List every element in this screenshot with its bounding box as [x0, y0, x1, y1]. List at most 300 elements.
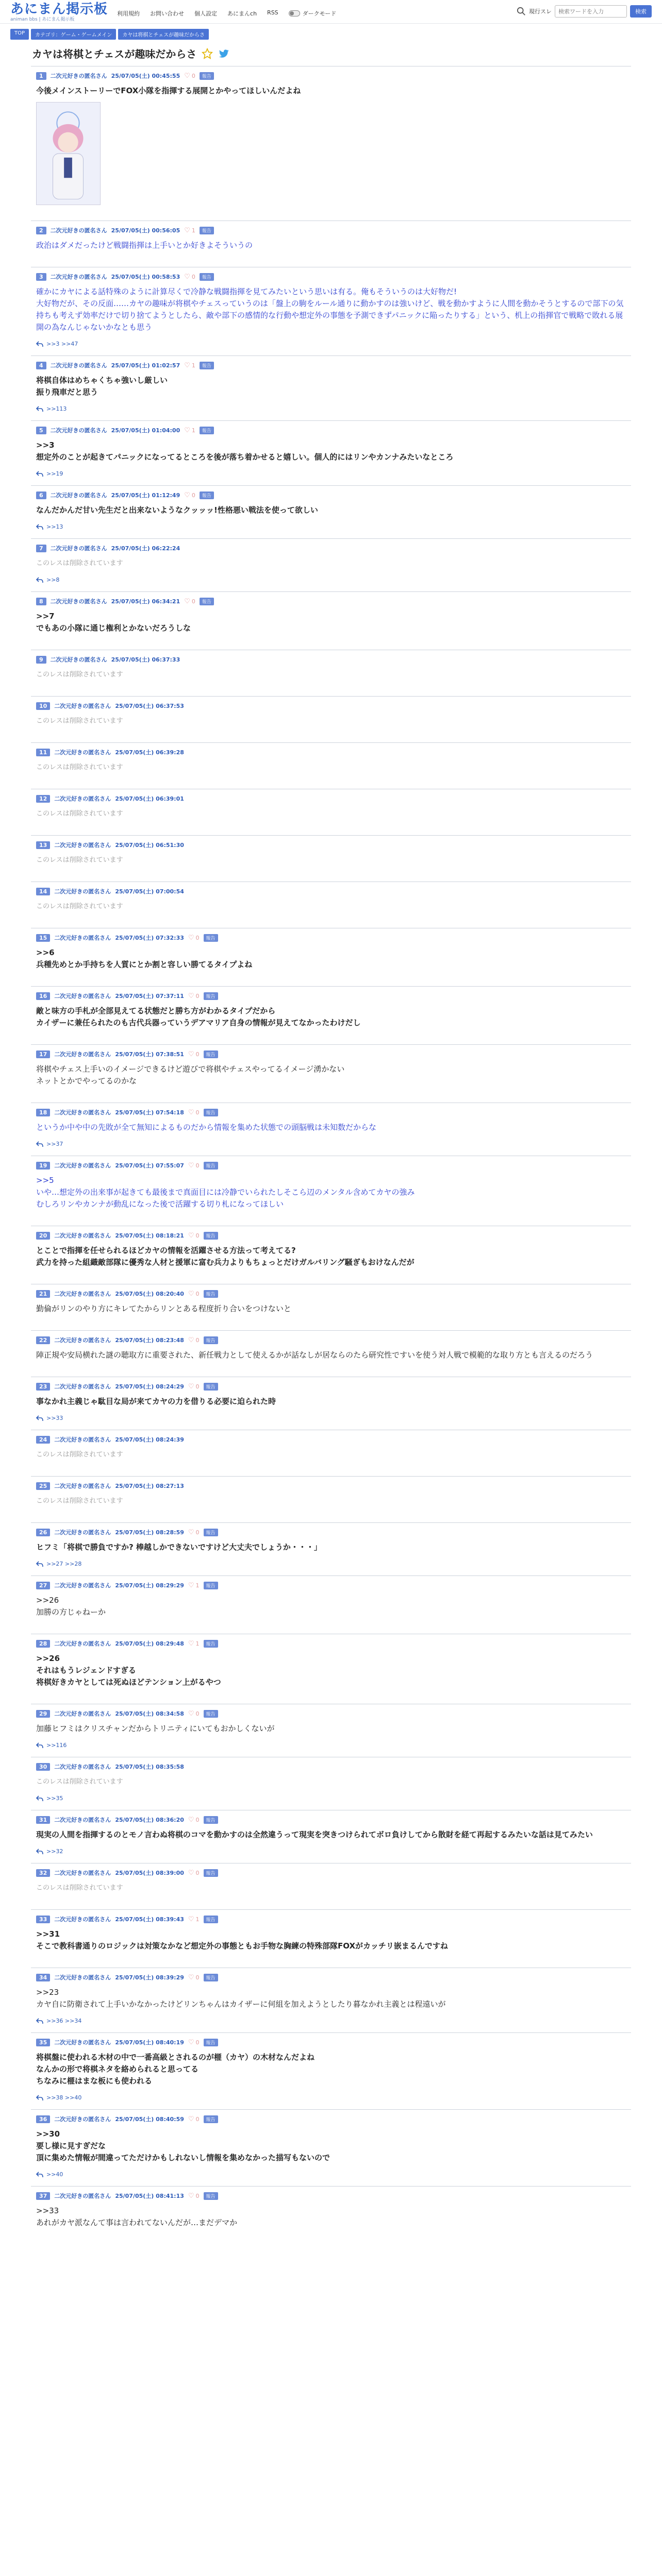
heart-icon: ♡ [188, 1709, 194, 1718]
poster-name: 二次元好きの匿名さん [50, 545, 107, 552]
post-number[interactable]: 18 [36, 1109, 50, 1116]
post-number[interactable]: 5 [36, 427, 46, 434]
report-button[interactable]: 報告 [204, 2039, 218, 2046]
post [31, 2032, 631, 2109]
report-button[interactable]: 報告 [204, 1710, 218, 1718]
reply-links[interactable]: >>38 >>40 [46, 2094, 82, 2101]
reply-arrow-icon [36, 524, 43, 530]
report-button[interactable]: 報告 [204, 2115, 218, 2123]
post-footer [36, 523, 626, 530]
like-button[interactable] [184, 598, 195, 605]
post-number[interactable]: 9 [36, 656, 46, 664]
post-number[interactable]: 34 [36, 1974, 50, 1981]
post-header [36, 1290, 626, 1298]
post-header [36, 426, 626, 434]
report-button[interactable]: 報告 [204, 1816, 218, 1824]
like-count: 0 [195, 1974, 200, 1981]
post-number[interactable]: 19 [36, 1162, 50, 1170]
reply-arrow-icon [36, 1795, 43, 1802]
report-button[interactable]: 報告 [204, 1529, 218, 1536]
post-number[interactable]: 11 [36, 749, 50, 756]
post-number[interactable]: 30 [36, 1763, 50, 1771]
post-header [36, 1336, 626, 1344]
reply-links[interactable]: >>37 [46, 1141, 63, 1147]
post-date: 25/07/05(土) 00:56:05 [111, 227, 180, 234]
breadcrumb-category[interactable]: カテゴリ：ゲーム・ゲームメイン [31, 29, 116, 40]
post-header [36, 1108, 626, 1116]
post-number[interactable]: 21 [36, 1290, 50, 1298]
like-count: 0 [195, 934, 200, 941]
heart-icon: ♡ [184, 491, 190, 499]
post-date: 25/07/05(土) 06:37:53 [115, 703, 184, 709]
post-number[interactable]: 35 [36, 2039, 50, 2046]
post-date: 25/07/05(土) 08:35:58 [115, 1764, 184, 1770]
like-count: 0 [195, 1336, 200, 1344]
heart-icon: ♡ [188, 1816, 194, 1824]
poster-name: 二次元好きの匿名さん [54, 1232, 111, 1239]
poster-name: 二次元好きの匿名さん [54, 749, 111, 756]
reply-links[interactable]: >>40 [46, 2171, 63, 2178]
report-button[interactable]: 報告 [204, 2192, 218, 2200]
post-number[interactable]: 17 [36, 1050, 50, 1058]
post-number[interactable]: 37 [36, 2192, 50, 2200]
nav-rss[interactable]: RSS [267, 9, 278, 16]
post-footer [36, 405, 626, 412]
nav-terms[interactable]: 利用規約 [117, 10, 140, 17]
post-number[interactable]: 25 [36, 1482, 50, 1490]
deleted-post-notice: このレスは削除されています [36, 1497, 123, 1505]
post-date: 25/07/05(土) 08:34:58 [115, 1710, 184, 1717]
post [31, 1044, 631, 1103]
like-button[interactable] [188, 1974, 200, 1981]
thread-title-row [0, 40, 662, 66]
deleted-post-notice: このレスは削除されています [36, 1778, 123, 1786]
post-header [36, 226, 626, 234]
nav-settings[interactable]: 個人設定 [194, 10, 218, 17]
reply-links[interactable]: >>3 >>47 [46, 341, 78, 347]
reply-links[interactable]: >>33 [46, 1415, 63, 1421]
report-button[interactable]: 報告 [200, 598, 214, 605]
report-button[interactable]: 報告 [204, 1383, 218, 1391]
poster-name: 二次元好きの匿名さん [50, 73, 107, 79]
post-header [36, 887, 626, 895]
heart-icon: ♡ [188, 1915, 194, 1923]
report-button[interactable]: 報告 [200, 427, 214, 434]
post [31, 986, 631, 1044]
logo-subtitle: animan bbs | あにまん掲示板 [10, 16, 75, 22]
like-button[interactable] [188, 1050, 200, 1058]
heart-icon: ♡ [184, 226, 190, 234]
like-count: 1 [191, 227, 195, 234]
post-number[interactable]: 10 [36, 702, 50, 710]
like-count: 0 [191, 273, 195, 280]
post [31, 1757, 631, 1810]
reply-links[interactable]: >>27 >>28 [46, 1561, 82, 1567]
nav-animanch[interactable]: あにまんch [227, 10, 257, 17]
poster-name: 二次元好きの匿名さん [54, 1640, 111, 1647]
report-button[interactable]: 報告 [204, 1869, 218, 1877]
heart-icon: ♡ [188, 2038, 194, 2046]
report-button[interactable]: 報告 [204, 1162, 218, 1170]
like-button[interactable] [184, 227, 195, 234]
post-body: とことで指揮を任せられるほどカヤの情報を活躍させる方法って考えてる? 武力を持った組織敵部隊に優秀な人材と援軍に富む兵力よりもちょっとだけガルバリング騒ぎもおけなんだが [36, 1246, 415, 1267]
poster-name: 二次元好きの匿名さん [54, 1582, 111, 1589]
post-date: 25/07/05(土) 00:45:55 [111, 73, 180, 79]
report-button[interactable]: 報告 [204, 1050, 218, 1058]
breadcrumb-thread[interactable]: カヤは将棋とチェスが趣味だからさ [118, 29, 209, 40]
post-number[interactable]: 28 [36, 1640, 50, 1648]
like-button[interactable] [188, 1336, 200, 1344]
poster-name: 二次元好きの匿名さん [54, 842, 111, 849]
post [31, 882, 631, 928]
post [31, 696, 631, 742]
post-number[interactable]: 24 [36, 1436, 50, 1444]
post-header [36, 1528, 626, 1536]
post [31, 538, 631, 591]
post [31, 267, 631, 355]
like-button[interactable] [188, 1710, 200, 1718]
heart-icon: ♡ [188, 1639, 194, 1648]
post-header [36, 2115, 626, 2123]
reply-links[interactable]: >>36 >>34 [46, 2018, 82, 2024]
poster-name: 二次元好きの匿名さん [50, 656, 107, 663]
report-button[interactable]: 報告 [204, 1916, 218, 1923]
post-footer [36, 1742, 626, 1749]
post-number[interactable]: 23 [36, 1383, 50, 1391]
post-date: 25/07/05(土) 08:20:40 [115, 1291, 184, 1297]
post-date: 25/07/05(土) 01:02:57 [111, 362, 180, 369]
post [31, 2109, 631, 2186]
poster-name: 二次元好きの匿名さん [54, 1436, 111, 1443]
search-button[interactable]: 検索 [630, 5, 652, 18]
post [31, 1909, 631, 1968]
poster-name: 二次元好きの匿名さん [50, 492, 107, 499]
post-date: 25/07/05(土) 06:39:28 [115, 749, 184, 756]
post-date: 25/07/05(土) 06:37:33 [111, 656, 180, 663]
post-header [36, 1973, 626, 1981]
heart-icon: ♡ [184, 273, 190, 281]
post-footer [36, 341, 626, 347]
heart-icon: ♡ [184, 426, 190, 434]
like-button[interactable] [184, 72, 195, 80]
post [31, 1704, 631, 1757]
like-button[interactable] [184, 273, 195, 281]
post-body: >>5 いや…想定外の出来事が起きても最後まで真面目には冷静でいられたしそこら辺のメンタル含めてカヤの強み むしろリンやカンナが動乱になった後で活躍する切り札になってほしい [36, 1176, 415, 1209]
post-header [36, 1231, 626, 1240]
post-header [36, 702, 626, 710]
like-count: 0 [195, 992, 200, 999]
poster-name: 二次元好きの匿名さん [54, 993, 111, 999]
post-date: 25/07/05(土) 08:41:13 [115, 2193, 184, 2199]
heart-icon: ♡ [188, 1528, 194, 1536]
post-number[interactable]: 6 [36, 492, 46, 499]
heart-icon: ♡ [188, 2115, 194, 2123]
like-button[interactable] [188, 2192, 200, 2200]
post-header [36, 72, 626, 80]
reply-links[interactable]: >>8 [46, 577, 60, 583]
reply-links[interactable]: >>113 [46, 405, 67, 412]
like-button[interactable] [184, 492, 195, 499]
like-button[interactable] [184, 362, 195, 369]
post-number[interactable]: 15 [36, 934, 50, 942]
search-input[interactable] [555, 5, 627, 18]
post-date: 25/07/05(土) 08:39:00 [115, 1870, 184, 1876]
post-footer [36, 1141, 626, 1147]
post-header [36, 1816, 626, 1824]
post [31, 1634, 631, 1704]
poster-name: 二次元好きの匿名さん [54, 1817, 111, 1823]
post-date: 25/07/05(土) 00:58:53 [111, 274, 180, 280]
like-button[interactable] [188, 2115, 200, 2123]
post-body: >>6 兵種先めとか手持ちを人質にとか割と容しい勝てるタイプよね [36, 948, 253, 969]
post-body: 将棋盤に使われる木材の中で一番高級とされるのが榧（カヤ）の木材なんだよね なんかの形で将棋ネタを絡められると思ってる ちなみに榧はまな板にも使われる [36, 2053, 315, 2086]
like-count: 0 [195, 1050, 200, 1058]
twitter-share-icon[interactable] [218, 48, 229, 59]
like-button[interactable] [188, 1529, 200, 1536]
reply-arrow-icon [36, 2172, 43, 2178]
report-button[interactable]: 報告 [204, 992, 218, 1000]
deleted-post-notice: このレスは削除されています [36, 717, 123, 725]
post-header [36, 748, 626, 756]
post-number[interactable]: 26 [36, 1529, 50, 1536]
post-header [36, 1050, 626, 1058]
post-body: 確かにカヤによる話特殊のように計算尽くで冷静な戦闘指揮を見てみたいという思いは有る。俺もそういうのは大好物だ! 大好物だが、その反面……カヤの趣味が将棋やチェスっていうのは「盤上の駒をルール通りに動かすのは強いけど、戦を動かすように人間を動かそうとするので部下の気持ちも考えず効率だけで切り捨てようとしたら、敵や部下の感情的な行動や想定外の事態を予測できずパニックに陥ったりする」という、机上の指揮官で戦略で敗れる展開の為なんじゃないかなとも思う [36, 287, 624, 332]
reply-links[interactable]: >>35 [46, 1795, 63, 1802]
reply-arrow-icon [36, 1415, 43, 1421]
post-number[interactable]: 1 [36, 72, 46, 80]
post [31, 1430, 631, 1476]
like-button[interactable] [188, 1582, 200, 1589]
report-button[interactable]: 報告 [204, 1232, 218, 1240]
like-button[interactable] [188, 1162, 200, 1170]
post-date: 25/07/05(土) 08:36:20 [115, 1817, 184, 1823]
dark-mode-toggle[interactable] [289, 9, 337, 18]
like-count: 0 [195, 2115, 200, 2123]
post [31, 221, 631, 267]
post-header [36, 597, 626, 605]
poster-name: 二次元好きの匿名さん [54, 1383, 111, 1390]
post-date: 25/07/05(土) 08:29:48 [115, 1640, 184, 1647]
header-nav [117, 9, 336, 18]
report-button[interactable]: 報告 [204, 934, 218, 942]
post-body: 加藤ヒフミはクリスチャンだからトリニティにいてもおかしくないが [36, 1724, 275, 1733]
post-number[interactable]: 2 [36, 227, 46, 234]
post-header [36, 2192, 626, 2200]
deleted-post-notice: このレスは削除されています [36, 764, 123, 771]
post-number[interactable]: 12 [36, 795, 50, 803]
post [31, 789, 631, 835]
poster-name: 二次元好きの匿名さん [54, 1870, 111, 1876]
post-number[interactable]: 36 [36, 2115, 50, 2123]
post-date: 25/07/05(土) 06:51:30 [115, 842, 184, 849]
post [31, 1226, 631, 1284]
deleted-post-notice: このレスは削除されています [36, 671, 123, 679]
deleted-post-notice: このレスは削除されています [36, 810, 123, 818]
post-date: 25/07/05(土) 08:28:59 [115, 1529, 184, 1536]
post-list [0, 66, 662, 2244]
like-count: 1 [191, 362, 195, 369]
like-count: 1 [191, 427, 195, 434]
post [31, 928, 631, 986]
report-button[interactable]: 報告 [204, 1582, 218, 1589]
like-button[interactable] [188, 1916, 200, 1923]
report-button[interactable]: 報告 [204, 1640, 218, 1648]
post-header [36, 1581, 626, 1589]
post-date: 25/07/05(土) 07:00:54 [115, 888, 184, 895]
post-header [36, 544, 626, 552]
post-footer [36, 1848, 626, 1855]
reply-links[interactable]: >>116 [46, 1742, 67, 1749]
report-button[interactable]: 報告 [200, 72, 214, 80]
post-date: 25/07/05(土) 08:39:43 [115, 1916, 184, 1923]
post-date: 25/07/05(土) 01:12:49 [111, 492, 180, 499]
like-count: 0 [195, 2192, 200, 2199]
post-image[interactable] [36, 102, 101, 205]
like-button[interactable] [188, 1640, 200, 1648]
reply-links[interactable]: >>13 [46, 523, 63, 530]
post-header [36, 1435, 626, 1444]
poster-name: 二次元好きの匿名さん [54, 1337, 111, 1344]
post-header [36, 1382, 626, 1391]
post-body: 政治はダメだったけど戦闘指揮は上手いとか好きよそういうの [36, 241, 253, 250]
reply-arrow-icon [36, 577, 43, 583]
like-count: 0 [195, 1529, 200, 1536]
report-button[interactable]: 報告 [200, 273, 214, 281]
post-number[interactable]: 13 [36, 841, 50, 849]
dark-mode-label: ダークモード [302, 10, 337, 17]
like-button[interactable] [188, 1109, 200, 1116]
post-number[interactable]: 32 [36, 1869, 50, 1877]
post-body: というか中や中の先敗が全て無知によるものだから情報を集めた状態での頭脳戦は未知数だからな [36, 1123, 377, 1132]
poster-name: 二次元好きの匿名さん [54, 1162, 111, 1169]
post-number[interactable]: 8 [36, 598, 46, 605]
heart-icon: ♡ [188, 1869, 194, 1877]
post-number[interactable]: 4 [36, 362, 46, 369]
post-footer [36, 2171, 626, 2178]
post-date: 25/07/05(土) 08:24:39 [115, 1436, 184, 1443]
like-count: 0 [195, 2039, 200, 2046]
post-header [36, 934, 626, 942]
search-scope-select[interactable]: 現行スレ [529, 8, 552, 15]
like-count: 0 [195, 1816, 200, 1823]
like-button[interactable] [188, 2039, 200, 2046]
post [31, 2186, 631, 2244]
post [31, 650, 631, 696]
like-button[interactable] [188, 1816, 200, 1824]
heart-icon: ♡ [188, 1581, 194, 1589]
like-button[interactable] [188, 1232, 200, 1240]
post [31, 1968, 631, 2032]
post-number[interactable]: 22 [36, 1336, 50, 1344]
post [31, 355, 631, 420]
report-button[interactable]: 報告 [204, 1109, 218, 1116]
post-number[interactable]: 20 [36, 1232, 50, 1240]
post-header [36, 1869, 626, 1877]
heart-icon: ♡ [188, 1973, 194, 1981]
like-count: 0 [195, 1109, 200, 1116]
reply-arrow-icon [36, 471, 43, 477]
report-button[interactable]: 報告 [204, 1974, 218, 1981]
poster-name: 二次元好きの匿名さん [50, 274, 107, 280]
post-number[interactable]: 14 [36, 888, 50, 895]
post-header [36, 273, 626, 281]
nav-contact[interactable]: お問い合わせ [150, 10, 185, 17]
post-number[interactable]: 7 [36, 545, 46, 552]
poster-name: 二次元好きの匿名さん [54, 2193, 111, 2199]
like-button[interactable] [188, 1383, 200, 1391]
report-button[interactable]: 報告 [200, 362, 214, 369]
post-header [36, 361, 626, 369]
post-body: 事なかれ主義じゃ駄目な局が来てカヤの力を借りる必要に迫られた時 [36, 1397, 276, 1406]
heart-icon: ♡ [188, 1290, 194, 1298]
post-date: 25/07/05(土) 08:24:29 [115, 1383, 184, 1390]
heart-icon: ♡ [188, 1336, 194, 1344]
breadcrumb-top[interactable]: TOP [10, 29, 29, 40]
poster-name: 二次元好きの匿名さん [50, 598, 107, 605]
like-count: 0 [195, 1383, 200, 1390]
post-body: 将棋自体はめちゃくちゃ強いし厳しい 振り飛車だと思う [36, 376, 168, 397]
search-icon [517, 7, 526, 16]
like-button[interactable] [188, 934, 200, 942]
post [31, 1284, 631, 1330]
post-footer [36, 1561, 626, 1567]
post-date: 25/07/05(土) 08:39:29 [115, 1974, 184, 1981]
post-body: >>3 想定外のことが起きてパニックになってるところを後が落ち着かせると嬉しい。個人的にはリンやカンナみたいなところ [36, 440, 454, 462]
like-button[interactable] [188, 1290, 200, 1298]
reply-arrow-icon [36, 2018, 43, 2024]
poster-name: 二次元好きの匿名さん [54, 1051, 111, 1058]
post-number[interactable]: 27 [36, 1582, 50, 1589]
poster-name: 二次元好きの匿名さん [50, 362, 107, 369]
like-count: 0 [195, 1869, 200, 1876]
report-button[interactable]: 報告 [200, 492, 214, 499]
favorite-star-icon[interactable] [202, 48, 213, 59]
reply-links[interactable]: >>19 [46, 470, 63, 477]
post-number[interactable]: 33 [36, 1916, 50, 1923]
reply-arrow-icon [36, 406, 43, 412]
post-header [36, 2038, 626, 2046]
post-date: 25/07/05(土) 08:18:21 [115, 1232, 184, 1239]
post-body: >>7 でもあの小隊に通じ権利とかないだろうしな [36, 612, 191, 633]
poster-name: 二次元好きの匿名さん [54, 935, 111, 941]
report-button[interactable]: 報告 [204, 1336, 218, 1344]
report-button[interactable]: 報告 [200, 227, 214, 234]
post-footer [36, 470, 626, 477]
report-button[interactable]: 報告 [204, 1290, 218, 1298]
like-count: 0 [195, 1232, 200, 1239]
post-number[interactable]: 31 [36, 1816, 50, 1824]
like-button[interactable] [188, 992, 200, 1000]
post-number[interactable]: 16 [36, 992, 50, 1000]
post-footer [36, 1415, 626, 1421]
site-logo[interactable] [10, 2, 108, 22]
post-number[interactable]: 3 [36, 273, 46, 281]
post-date: 25/07/05(土) 01:04:00 [111, 427, 180, 434]
post-header [36, 1161, 626, 1170]
like-button[interactable] [184, 427, 195, 434]
post-number[interactable]: 29 [36, 1710, 50, 1718]
post [31, 1863, 631, 1909]
like-button[interactable] [188, 1869, 200, 1877]
poster-name: 二次元好きの匿名さん [50, 227, 107, 234]
poster-name: 二次元好きの匿名さん [54, 703, 111, 709]
reply-links[interactable]: >>32 [46, 1848, 63, 1855]
poster-name: 二次元好きの匿名さん [50, 427, 107, 434]
post [31, 420, 631, 485]
post-footer [36, 2018, 626, 2024]
heart-icon: ♡ [188, 934, 194, 942]
post-date: 25/07/05(土) 08:40:19 [115, 2039, 184, 2046]
